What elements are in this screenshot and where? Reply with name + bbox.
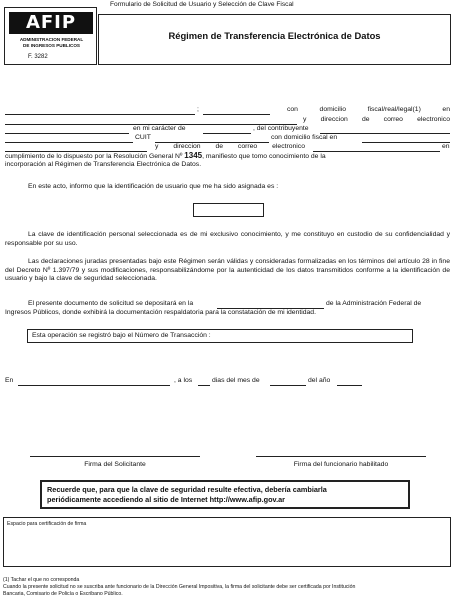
email-field-2[interactable] [313, 151, 440, 152]
cumplimiento-line [5, 152, 326, 161]
document-title-box [98, 14, 451, 65]
solicitante-signature-label: Firma del Solicitante [84, 461, 146, 468]
footnote-2-line-1: Cuando la presente solicitud no se suscriba ante funcionario de la Dirección General Impositiva, la firma del solicitante debe ser certificada por Institución [3, 584, 356, 590]
document-title: Régimen de Transferencia Electrónica de Datos [168, 30, 381, 41]
del-ano-label: del año [308, 377, 331, 384]
domicilio-label: con domicilio fiscal/real/legal(1) en [287, 106, 450, 113]
security-notice-box [40, 480, 410, 509]
domicilio-fiscal-label: con domicilio fiscal en [271, 134, 338, 141]
name-field[interactable] [5, 114, 195, 115]
email-field-1[interactable] [5, 133, 129, 134]
domicilio-fiscal-field[interactable] [362, 142, 450, 143]
transaction-label: Esta operación se registró bajo el Número de Transacción : [32, 332, 211, 339]
caracter-field[interactable] [203, 133, 251, 134]
footnote-2-line-2: Bancaria, Comisario de Policía o Escribano Público. [3, 591, 123, 597]
certification-box[interactable] [3, 517, 451, 567]
solicitante-signature-line[interactable] [30, 456, 200, 457]
document-field[interactable] [203, 114, 270, 115]
a-los-label: , a los [174, 377, 193, 384]
date-en-label: En [5, 377, 14, 384]
notice-line-2: periódicamente accediendo al sitio de Internet http://www.afip.gov.ar [47, 495, 286, 504]
footnote-1: (1) Tachar el que no corresponda [3, 577, 80, 583]
logo-line-2: DE INGRESOS PUBLICOS [23, 43, 80, 48]
month-field[interactable] [270, 385, 306, 386]
dias-mes-label: dias del mes de [212, 377, 260, 384]
logo-line-1: ADMINISTRACION FEDERAL [19, 37, 84, 42]
resolucion-number: 1345 [184, 151, 203, 160]
contribuyente-name-field[interactable] [5, 142, 133, 143]
incorporacion-text: incorporación al Régimen de Transferencia Electrónica de Datos. [5, 161, 202, 168]
notice-line-1: Recuerde que, para que la clave de seguridad resulte efectiva, debería cambiarla [47, 485, 327, 494]
deposit-part2-line2: Ingresos Públicos, donde exhibirá la documentación respaldatoria para la constatación de mi identidad. [5, 309, 316, 316]
afip-logo-box [4, 7, 97, 65]
deposit-part2-line1: de la Administración Federal de [326, 300, 422, 307]
cumplimiento-text: cumplimiento de lo dispuesto por la Resolución General Nº [5, 153, 183, 160]
form-header-title: Formulario de Solicitud de Usuario y Selección de Clave Fiscal [110, 1, 294, 8]
semicolon: ; [197, 106, 199, 113]
certification-label: Espacio para certificación de firma [7, 521, 87, 527]
day-field[interactable] [198, 385, 210, 386]
cuit-label: CUIT [135, 134, 151, 141]
declaraciones-paragraph: Las declaraciones juradas presentadas bajo este Régimen serán válidas y consideradas formalizadas en los términos del artículo 28 in fine del Decreto Nº 1.397/79 y sus modificaciones, responsabilizándome por la autenticidad de los datos transmitidos conforme a la identificación de usuario y bajo la clave de seguridad seleccionada. [5, 258, 450, 282]
user-id-box[interactable] [193, 203, 264, 217]
funcionario-signature-line[interactable] [256, 456, 426, 457]
transaction-box[interactable] [27, 329, 413, 343]
email-label-1: y direccion de correo electronico [303, 116, 450, 123]
form-code: F. 3282 [28, 54, 48, 60]
afip-logo: AFIP [9, 12, 93, 34]
manifiesto-text: , manifiesto que tomo conocimiento de la [202, 153, 326, 160]
contribuyente-label: , del contribuyente [253, 125, 309, 132]
email-label-2: y direccion de correo electronico [155, 143, 305, 150]
clave-paragraph: La clave de identificación personal seleccionada es de mi exclusivo conocimiento, y me constituyo en custodio de su confidencialidad y responsable por su uso. [5, 231, 450, 247]
year-field[interactable] [337, 385, 362, 386]
en-label: en [442, 143, 450, 150]
caracter-label: en mi carácter de [133, 125, 186, 132]
funcionario-signature-label: Firma del funcionario habilitado [293, 461, 389, 468]
user-id-paragraph: En este acto, informo que la identificación de usuario que me ha sido asignada es : [28, 183, 279, 190]
deposit-part1: El presente documento de solicitud se depositará en la [28, 300, 194, 307]
place-field[interactable] [18, 385, 170, 386]
contribuyente-field[interactable] [320, 133, 450, 134]
